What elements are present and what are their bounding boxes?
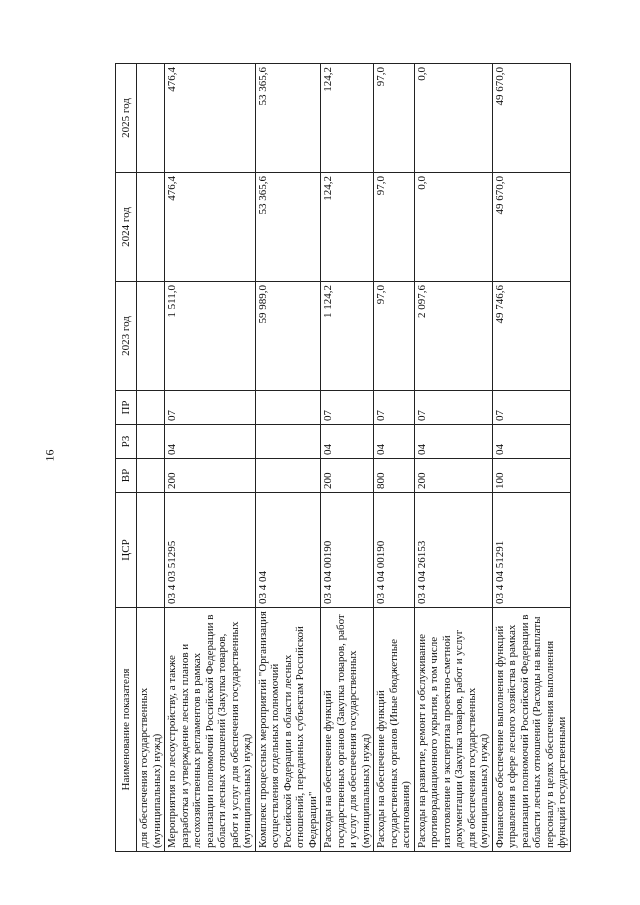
row-2025: 97,0 xyxy=(374,64,415,173)
row-2024: 0,0 xyxy=(414,173,492,282)
row-rz xyxy=(255,425,321,459)
row-vr: 200 xyxy=(321,459,374,493)
row-pr: 07 xyxy=(374,391,415,425)
header-csr: ЦСР xyxy=(116,493,137,608)
row-2023: 59 989,0 xyxy=(255,282,321,391)
row-2023: 49 746,6 xyxy=(492,282,570,391)
row-vr: 800 xyxy=(374,459,415,493)
row-csr: 03 4 04 xyxy=(255,493,321,608)
row-name: Расходы на развитие, ремонт и обслуживание противорадиационного укрытия, в том числе изготовление и экспертиза проектно-сметной документации (Закупка товаров, работ и услуг для обеспечения государственных (муниципальных) нужд) xyxy=(414,608,492,852)
row-csr xyxy=(137,493,165,608)
table-row xyxy=(255,64,321,852)
row-2024: 49 670,0 xyxy=(492,173,570,282)
row-csr: 03 4 04 00190 xyxy=(321,493,374,608)
row-2025 xyxy=(137,64,165,173)
row-pr: 07 xyxy=(321,391,374,425)
row-pr: 07 xyxy=(492,391,570,425)
table-row xyxy=(165,64,256,852)
row-2025: 49 670,0 xyxy=(492,64,570,173)
row-rz: 04 xyxy=(374,425,415,459)
row-pr: 07 xyxy=(414,391,492,425)
row-2025: 124,2 xyxy=(321,64,374,173)
row-rz: 04 xyxy=(165,425,256,459)
row-2025: 53 365,6 xyxy=(255,64,321,173)
row-name: Финансовое обеспечение выполнения функций управления в сфере лесного хозяйства в рамках реализации полномочий Российской Федерации в области лесных отношений (Расходы на выплаты персоналу в целях обеспечения выполнения функций государственными xyxy=(492,608,570,852)
row-vr: 200 xyxy=(165,459,256,493)
row-rz: 04 xyxy=(414,425,492,459)
row-2023: 1 511,0 xyxy=(165,282,256,391)
row-name: Расходы на обеспечение функций государственных органов (Иные бюджетные ассигнования) xyxy=(374,608,415,852)
row-vr xyxy=(137,459,165,493)
row-2023: 2 097,6 xyxy=(414,282,492,391)
table-row xyxy=(374,64,415,852)
rotated-table-container xyxy=(115,64,568,852)
table-row xyxy=(414,64,492,852)
row-csr: 03 4 04 51291 xyxy=(492,493,570,608)
row-2024 xyxy=(137,173,165,282)
row-rz xyxy=(137,425,165,459)
header-name: Наименование показателя xyxy=(116,608,137,852)
row-2024: 124,2 xyxy=(321,173,374,282)
row-name: Мероприятия по лесоустройству, а также разработка и утверждение лесных планов и лесохозяйственных регламентов в рамках реализации полномочий Российской Федерации в области лесных отношений (Закупка товаров, работ и услуг для обеспечения государственных (муниципальных) нужд) xyxy=(165,608,256,852)
row-2023: 1 124,2 xyxy=(321,282,374,391)
row-csr: 03 4 04 26153 xyxy=(414,493,492,608)
row-pr xyxy=(137,391,165,425)
header-pr: ПР xyxy=(116,391,137,425)
row-name: Комплекс процессных мероприятий "Организация осуществления отдельных полномочий Российской Федерации в области лесных отношений, переданных субъектам Российской Федерации" xyxy=(255,608,321,852)
header-2023: 2023 год xyxy=(116,282,137,391)
table-header-row xyxy=(116,64,137,852)
table-row xyxy=(137,64,165,852)
table-row xyxy=(492,64,570,852)
row-2024: 53 365,6 xyxy=(255,173,321,282)
page-number: 16 xyxy=(42,449,57,462)
row-2023: 97,0 xyxy=(374,282,415,391)
budget-table xyxy=(115,63,571,852)
row-name: Расходы на обеспечение функций государственных органов (Закупка товаров, работ и услуг для обеспечения государственных (муниципальных) нужд) xyxy=(321,608,374,852)
row-rz: 04 xyxy=(321,425,374,459)
row-name: для обеспечения государственных (муниципальных) нужд) xyxy=(137,608,165,852)
header-vr: ВР xyxy=(116,459,137,493)
row-pr: 07 xyxy=(165,391,256,425)
row-2024: 97,0 xyxy=(374,173,415,282)
row-vr: 100 xyxy=(492,459,570,493)
row-rz: 04 xyxy=(492,425,570,459)
row-vr xyxy=(255,459,321,493)
row-csr: 03 4 03 51295 xyxy=(165,493,256,608)
header-2024: 2024 год xyxy=(116,173,137,282)
header-rz: РЗ xyxy=(116,425,137,459)
row-pr xyxy=(255,391,321,425)
row-2024: 476,4 xyxy=(165,173,256,282)
table-row xyxy=(321,64,374,852)
row-2025: 476,4 xyxy=(165,64,256,173)
row-2025: 0,0 xyxy=(414,64,492,173)
row-vr: 200 xyxy=(414,459,492,493)
header-2025: 2025 год xyxy=(116,64,137,173)
row-2023 xyxy=(137,282,165,391)
row-csr: 03 4 04 00190 xyxy=(374,493,415,608)
